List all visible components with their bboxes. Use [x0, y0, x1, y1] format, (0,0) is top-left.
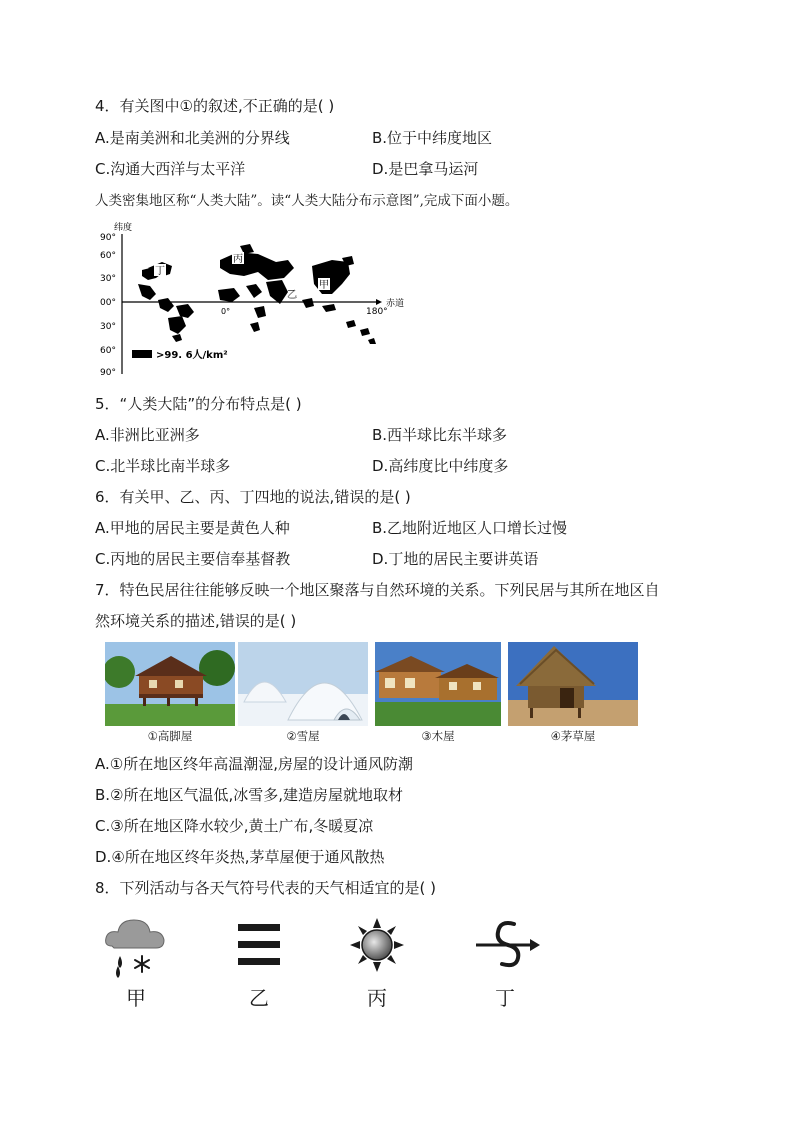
place-label-bing: 丙 [233, 254, 243, 265]
map-region-oceania [360, 328, 370, 336]
place-label-ding: 丁 [155, 266, 165, 277]
map-region-south-america [158, 298, 174, 312]
lat-tick-label: 30° [100, 322, 116, 332]
sun-icon [350, 918, 404, 972]
caption-thatched-hut: ④茅草屋 [550, 729, 596, 743]
q4-option-b: B.位于中纬度地区 [372, 129, 493, 147]
lat-tick-label: 60° [100, 251, 116, 261]
sandstorm-icon [474, 918, 542, 972]
symbol-label-bing: 丙 [367, 986, 387, 1010]
place-label-jia: 甲 [319, 280, 329, 291]
q6-option-c: C.丙地的居民主要信奉基督教 [95, 550, 291, 568]
population-map [98, 222, 418, 378]
lat-tick-label: 90° [100, 368, 116, 378]
photo-igloo [238, 642, 368, 726]
q6-option-a: A.甲地的居民主要是黄色人种 [95, 519, 290, 537]
q4-option-a: A.是南美洲和北美洲的分界线 [95, 129, 290, 147]
q6-option-b: B.乙地附近地区人口增长过慢 [372, 519, 568, 537]
q4-stem: 4．有关图中①的叙述,不正确的是( ) [95, 97, 335, 115]
q7-option-d: D.④所在地区终年炎热,茅草屋便于通风散热 [95, 848, 385, 866]
q4-option-d: D.是巴拿马运河 [372, 160, 479, 178]
caption-stilt-house: ①高脚屋 [147, 729, 193, 743]
caption-igloo: ②雪屋 [286, 729, 320, 743]
map-region-southeast-asia [302, 298, 314, 308]
map-region-africa [218, 288, 240, 302]
map-region-oceania [346, 320, 356, 328]
equator-label: 赤道 [386, 299, 405, 309]
symbol-label-ding: 丁 [495, 986, 515, 1010]
map-region-africa [250, 322, 260, 332]
lon-label-180: 180° [366, 307, 388, 317]
map-axis-title: 纬度 [114, 223, 133, 233]
photo-stilt-house [105, 642, 235, 726]
q5-option-c: C.北半球比南半球多 [95, 457, 231, 475]
q7-option-b: B.②所在地区气温低,冰雪多,建造房屋就地取材 [95, 786, 404, 804]
map-region-africa [246, 284, 262, 298]
legend-label: >99. 6人/km² [156, 350, 228, 361]
photo-wooden-house [375, 642, 505, 726]
map-region-south-america [172, 334, 182, 342]
map-region-southeast-asia [322, 304, 336, 312]
q6-option-d: D.丁地的居民主要讲英语 [372, 550, 539, 568]
legend-swatch [132, 350, 152, 358]
photo-thatched-hut [508, 642, 638, 726]
lat-tick-label: 30° [100, 274, 116, 284]
q7-stem-line2: 然环境关系的描述,错误的是( ) [95, 612, 297, 630]
map-region-oceania [368, 338, 376, 344]
symbol-label-yi: 乙 [249, 986, 269, 1010]
map-region-east-asia [312, 260, 350, 294]
q5-option-d: D.高纬度比中纬度多 [372, 457, 509, 475]
lat-tick-label: 60° [100, 346, 116, 356]
q6-stem: 6．有关甲、乙、丙、丁四地的说法,错误的是( ) [95, 488, 411, 506]
map-region-south-america [176, 304, 194, 318]
sleet-icon [102, 912, 168, 978]
q7-stem-line1: 7．特色民居往往能够反映一个地区聚落与自然环境的关系。下列民居与其所在地区自 [95, 581, 660, 599]
lat-tick-label: 90° [100, 233, 116, 243]
q7-option-c: C.③所在地区降水较少,黄土广布,冬暖夏凉 [95, 817, 374, 835]
intro-text: 人类密集地区称“人类大陆”。读“人类大陆分布示意图”,完成下面小题。 [95, 193, 519, 209]
q5-option-b: B.西半球比东半球多 [372, 426, 508, 444]
symbol-label-jia: 甲 [126, 986, 146, 1010]
lat-tick-label: 00° [100, 298, 116, 308]
map-arrow [376, 299, 382, 305]
map-region-central-america [138, 284, 156, 300]
lon-label-0: 0° [221, 307, 231, 316]
q7-option-a: A.①所在地区终年高温潮湿,房屋的设计通风防潮 [95, 755, 413, 773]
map-region-south-asia [266, 280, 288, 304]
place-label-yi: 乙 [287, 290, 297, 301]
q5-option-a: A.非洲比亚洲多 [95, 426, 200, 444]
fog-icon [236, 922, 282, 968]
map-region-europe [220, 252, 294, 280]
q8-stem: 8．下列活动与各天气符号代表的天气相适宜的是( ) [95, 879, 437, 897]
q5-stem: 5．“人类大陆”的分布特点是( ) [95, 395, 302, 413]
q4-option-c: C.沟通大西洋与太平洋 [95, 160, 246, 178]
map-region-south-america [168, 316, 186, 334]
map-region-africa [254, 306, 266, 318]
caption-wooden-house: ③木屋 [421, 729, 455, 743]
